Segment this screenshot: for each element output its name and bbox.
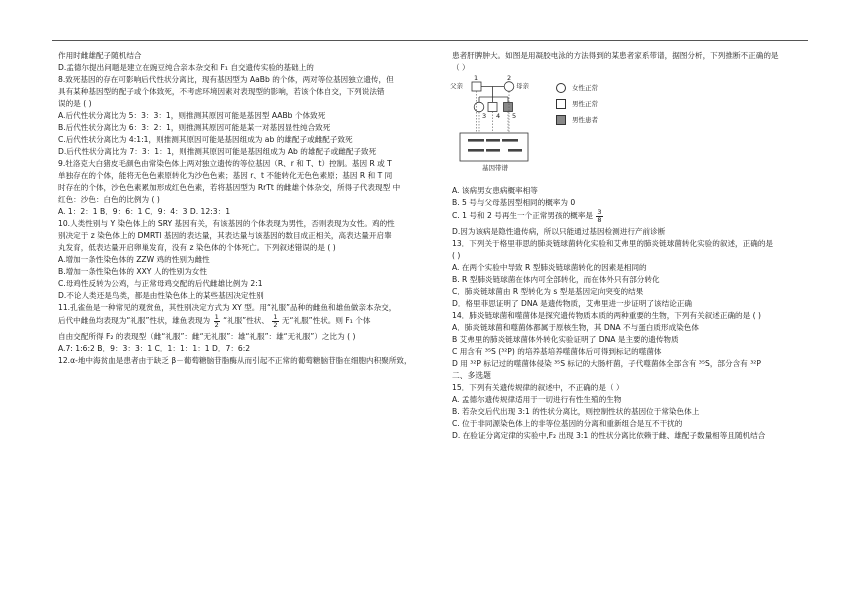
text-line: 时存在的个体，沙色色素累加形成红色色素，若将基因型为 RrTt 的雌雄个体杂交，所得子代表现型 中: [58, 183, 401, 192]
option-d: D.不论人类还是鸟类，都是由性染色体上的某些基因决定性别: [58, 291, 264, 300]
option-b: B 艾弗里的肺炎链球菌体外转化实验证明了 DNA 是主要的遗传物质: [452, 335, 679, 344]
member-number: 2: [507, 74, 512, 82]
option-a: A. 在两个实验中导致 R 型肺炎链球菌转化的因素是相同的: [452, 263, 647, 272]
section-heading: 二、多选题: [452, 371, 491, 380]
option-d: D．格里菲思证明了 DNA 是遗传物质，艾弗里进一步证明了该结论正确: [452, 299, 693, 308]
option-c: C. 位于非同源染色体上的非等位基因的分离和重新组合是互不干扰的: [452, 419, 683, 429]
pedigree-diagram: [450, 74, 808, 181]
fraction-three-eighths: $\frac{3}{8}$: [597, 209, 602, 224]
left-column: [58, 50, 434, 367]
option-d: D.后代性状分离比为 7：3：1：1，则推测其原因可能是基因组成为 Ab 的雄配子或雌配子致死: [58, 147, 377, 156]
fraction-one-half: $\frac{1}{2}$: [214, 314, 219, 329]
option-c: C．肺炎链球菌由 R 型转化为 s 型是基因定向突变的结果: [452, 287, 644, 296]
text-line: ( ): [452, 251, 461, 260]
member-number: 3: [482, 112, 487, 120]
option-a: A.后代性状分离比为 5：3：3：1，则推测其原因可能是基因型 AABb 个体致死: [58, 111, 326, 120]
question-11-stem: 11.孔雀鱼是一种常见的观赏鱼，其性别决定方式为 XY 型。用“礼服”品种的雌鱼和雄鱼做亲本杂交，: [58, 303, 397, 312]
option-a: A．肺炎链球菌和噬菌体都属于原核生物，其 DNA 不与蛋白质形成染色体: [452, 323, 699, 332]
option-d: D.因为该病是隐性遗传病，所以只能通过基因检测进行产前诊断: [452, 227, 666, 236]
question-8-stem: 8.致死基因的存在可影响后代性状分离比，现有基因型为 AaBb 的个体，两对等位基因独立遗传，但: [58, 75, 394, 84]
question-12-stem: 12.α-地中海贫血是患者由于缺乏 β－葡萄糖脑苷脂酶从而引起不正常的葡萄糖脑苷脂在细胞内积聚所致，: [58, 356, 412, 365]
band: [468, 139, 484, 142]
question-12-continued: 患者肝脾肿大。如图是用凝胶电泳的方法得到的某患者家系带谱，据图分析，下列推断不正确的是: [452, 51, 779, 60]
text-line: （ ）: [452, 63, 470, 72]
option-b: B. 5 号与父母基因型相同的概率为 0: [452, 198, 576, 207]
band: [468, 149, 484, 152]
male-affected-icon: [556, 115, 566, 125]
option-b: B. 若杂交后代出现 3:1 的性状分离比，则控制性状的基因位于常染色体上: [452, 407, 700, 417]
option-b: B. R 型肺炎链球菌在体内可全部转化，而在体外只有部分转化: [452, 275, 660, 284]
band: [502, 139, 518, 142]
text-line: 别决定于 z 染色体上的 DMRTl 基因的表达量，其表达量与该基因的数目成正相关，高表达量开启睾: [58, 231, 392, 240]
option-a: A.增加一条性染色体的 ZZW 鸡的性别为雌性: [58, 255, 210, 264]
option-b: B.增加一条性染色体的 XXY 人的性别为女性: [58, 267, 207, 276]
band: [508, 149, 522, 152]
text-fragment: 后代中雌鱼均表现为“礼服”性状，雄鱼表现为: [58, 316, 211, 325]
legend-item: 男性患者: [556, 115, 598, 125]
question-14-stem: 14．肺炎链球菌和噬菌体是探究遗传物质本质的两种重要的生物，下列有关叙述正确的是 ( ): [452, 311, 761, 320]
option-c: C. 1 号和 2 号再生一个正常男孩的概率是 $\frac{3}{8}$: [452, 209, 602, 224]
question-10-stem: 10.人类性别与 Y 染色体上的 SRY 基因有关，有该基因的个体表现为男性，否则表现为女性。鸡的性: [58, 219, 395, 228]
legend-item: 男性正常: [556, 99, 598, 109]
text-line: 自由交配所得 F₂ 的表现型（雌“礼服”：雌“无礼服”：雄“礼服”：雄“无礼服”）之比为 ( ): [58, 332, 356, 341]
question-9-options: A. 1：2：1 B．9：6：1 C．9：4：3 D. 12:3：1: [58, 207, 231, 216]
option-d: D 用 ³²P 标记过的噬菌体侵染 ³⁵S 标记的大肠杆菌，子代噬菌体全部含有 ³⁵S，部分含有 ³²P: [452, 359, 761, 368]
question-13-stem: 13．下列关于格里菲思的肺炎链球菌转化实验和艾弗里的肺炎链球菌转化实验的叙述，正确的是: [452, 239, 774, 248]
text-line: 单独存在的个体，能将无色色素原转化为沙色色素；基因 r、t 不能转化无色色素原；基因 R 和 T 同: [58, 171, 393, 180]
question-11-options: A.7: 1:6:2 B．9：3：3：1 C．1：1：1：1 D．7：6:2: [58, 344, 251, 353]
option-c: C.母鸡性反转为公鸡，与正常母鸡交配的后代雌雄比例为 2:1: [58, 279, 263, 288]
mother-symbol: [504, 82, 514, 92]
text-line: D.孟德尔提出问题是建立在豌豆纯合亲本杂交和 F₁ 自交遗传实验的基础上的: [58, 63, 314, 72]
band-label: 基因带谱: [482, 164, 508, 172]
mother-label: 母亲: [516, 82, 529, 90]
option-c: C.后代性状分离比为 4:1:1，则推测其原因可能是基因组成为 ab 的雄配子或雌配子致死: [58, 135, 353, 144]
text-fragment: 无“礼服”性状。则 F₁ 个体: [281, 316, 371, 325]
legend-item: 女性正常: [556, 83, 598, 93]
option-d: D. 在验证分离定律的实验中,F₂ 出现 3:1 的性状分离比依赖于雌、雄配子数量相等且随机结合: [452, 431, 766, 441]
header-rule: [52, 40, 808, 41]
question-15-stem: 15．下列有关遗传规律的叙述中，不正确的是（ ）: [452, 383, 624, 393]
female-normal-icon: [556, 83, 566, 93]
member-number: 4: [496, 112, 501, 120]
fraction-one-half: $\frac{1}{2}$: [273, 314, 278, 329]
option-a: A. 孟德尔遗传规律适用于一切进行有性生殖的生物: [452, 395, 622, 405]
member-number: 5: [512, 112, 517, 120]
right-column: [452, 50, 808, 442]
option-b: B.后代性状分离比为 6：3：2：1，则推测其原因可能是某一对基因显性纯合致死: [58, 123, 331, 132]
male-normal-icon: [556, 99, 566, 109]
text-line: 作用时雌雄配子随机结合: [58, 51, 142, 60]
band: [486, 139, 500, 142]
text-line: 红色：沙色：白色的比例为 ( ): [58, 195, 160, 204]
text-fragment: “礼服”性状、: [223, 316, 269, 325]
text-line: 丸发育，低表达量开启卵巢发育，没有 z 染色体的个体死亡。下列叙述错误的是 ( ): [58, 243, 336, 252]
pedigree-legend: [556, 83, 598, 131]
text-line: 误的是 ( ): [58, 99, 92, 108]
father-label: 父亲: [450, 82, 463, 90]
father-symbol: [472, 82, 481, 91]
band: [486, 149, 500, 152]
question-11-line2: [58, 314, 434, 331]
option-c: C 用含有 ³⁵S (³²P) 的培养基培养噬菌体后可得到标记的噬菌体: [452, 347, 662, 356]
gel-box: [460, 133, 528, 161]
text-line: 具有某种基因型的配子或个体致死，不考虑环境因素对表现型的影响，若该个体自交，下列说法错: [58, 87, 385, 96]
question-9-stem: 9.牡洛克大白猪皮毛颜色由常染色体上两对独立遗传的等位基因（R、r 和 T、t）控制。基因 R 或 T: [58, 159, 392, 168]
option-a: A. 该病男女患病概率相等: [452, 186, 538, 195]
member-number: 1: [474, 74, 479, 82]
